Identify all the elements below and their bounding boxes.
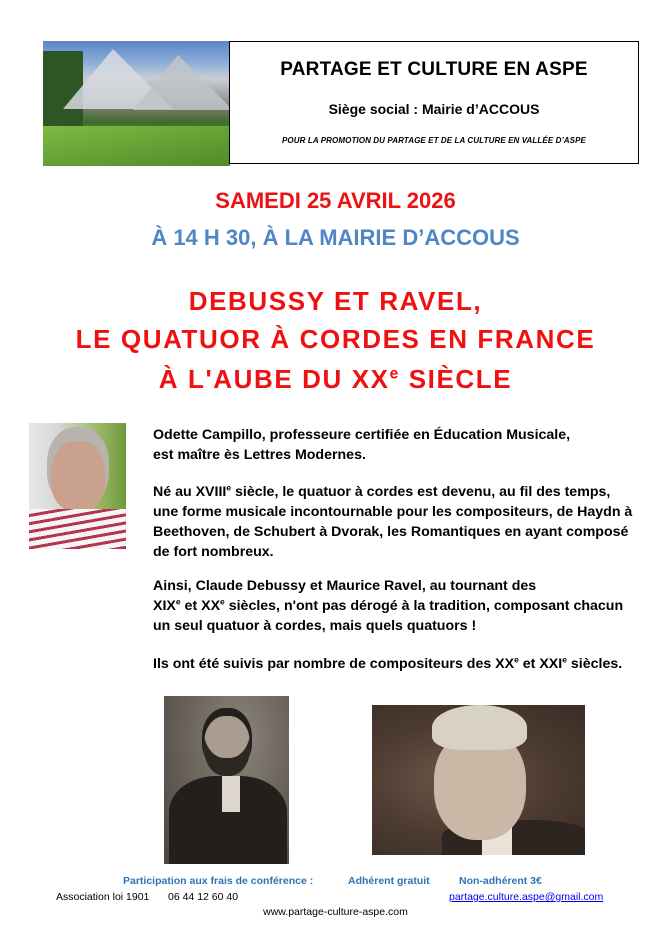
paragraph-successors (153, 654, 633, 674)
headquarters-label: Siège social : Mairie d’ACCOUS (328, 101, 540, 117)
superscript: e (175, 596, 181, 607)
event-title-line-3 (0, 364, 671, 395)
text: siècles. (566, 656, 623, 672)
paragraph-debussy-ravel (153, 576, 633, 636)
text: Ainsi, Claude Debussy et Maurice Ravel, au tournant des (153, 578, 537, 594)
speaker-photo (29, 423, 126, 549)
hair-shape (432, 705, 527, 750)
speaker-bio (153, 425, 633, 465)
header-box (229, 41, 639, 164)
website-url: www.partage-culture-aspe.com (263, 906, 408, 918)
email-link[interactable]: partage.culture.aspe@gmail.com (449, 891, 604, 903)
organization-title: PARTAGE ET CULTURE EN ASPE (280, 59, 588, 80)
text: et XX (180, 598, 221, 614)
debussy-portrait (164, 696, 289, 864)
superscript: e (220, 596, 225, 607)
text: siècle, le quatuor à cordes est devenu, au fil des temps, une forme musicale incontournable pour les compositeurs, de Haydn à Beethoven, de Schubert à Dvorak, les Romantiques en ayant composé de fort nombreux. (153, 484, 633, 560)
association-status: Association loi 1901 (56, 891, 150, 903)
shirt-shape (222, 776, 240, 812)
speaker-shirt-shape (29, 509, 126, 549)
text: XIX (153, 598, 176, 614)
organization-tagline: POUR LA PROMOTION DU PARTAGE ET DE LA CULTURE EN VALLÉE D’ASPE (282, 136, 586, 145)
phone-number: 06 44 12 60 40 (168, 891, 239, 903)
title-text: À L'AUBE DU XX (158, 364, 390, 394)
speaker-face-shape (51, 441, 105, 511)
fee-label: Participation aux frais de conférence : (123, 875, 314, 887)
event-title-line-2: LE QUATUOR À CORDES EN FRANCE (75, 324, 596, 354)
superscript: e (226, 482, 232, 493)
bio-line: est maître ès Lettres Modernes. (153, 447, 366, 463)
meadow-shape (43, 126, 230, 166)
mountain-shape (133, 55, 230, 110)
event-time-place: À 14 H 30, À LA MAIRIE D’ACCOUS (151, 225, 520, 250)
fee-non-member: Non-adhérent 3€ (459, 875, 542, 887)
header-landscape-image (43, 41, 230, 166)
text: et XXI (518, 656, 563, 672)
event-date: SAMEDI 25 AVRIL 2026 (215, 188, 456, 213)
title-text: SIÈCLE (399, 364, 513, 394)
paragraph-history (153, 482, 633, 562)
text: Ils ont été suivis par nombre de compositeurs des XX (153, 656, 515, 672)
superscript: e (389, 365, 400, 383)
superscript: e (562, 654, 567, 665)
bio-line: Odette Campillo, professeure certifiée en Éducation Musicale, (153, 427, 571, 443)
ravel-portrait (372, 705, 585, 855)
text: Né au XVIII (153, 484, 227, 500)
superscript: e (514, 654, 519, 665)
head-shape (204, 716, 250, 776)
event-title-line-1: DEBUSSY ET RAVEL, (188, 286, 483, 316)
fee-member: Adhérent gratuit (348, 875, 430, 887)
text: siècles, n'ont pas dérogé à la tradition, composant chacun un seul quatuor à cordes, mais quels quatuors ! (153, 598, 624, 634)
